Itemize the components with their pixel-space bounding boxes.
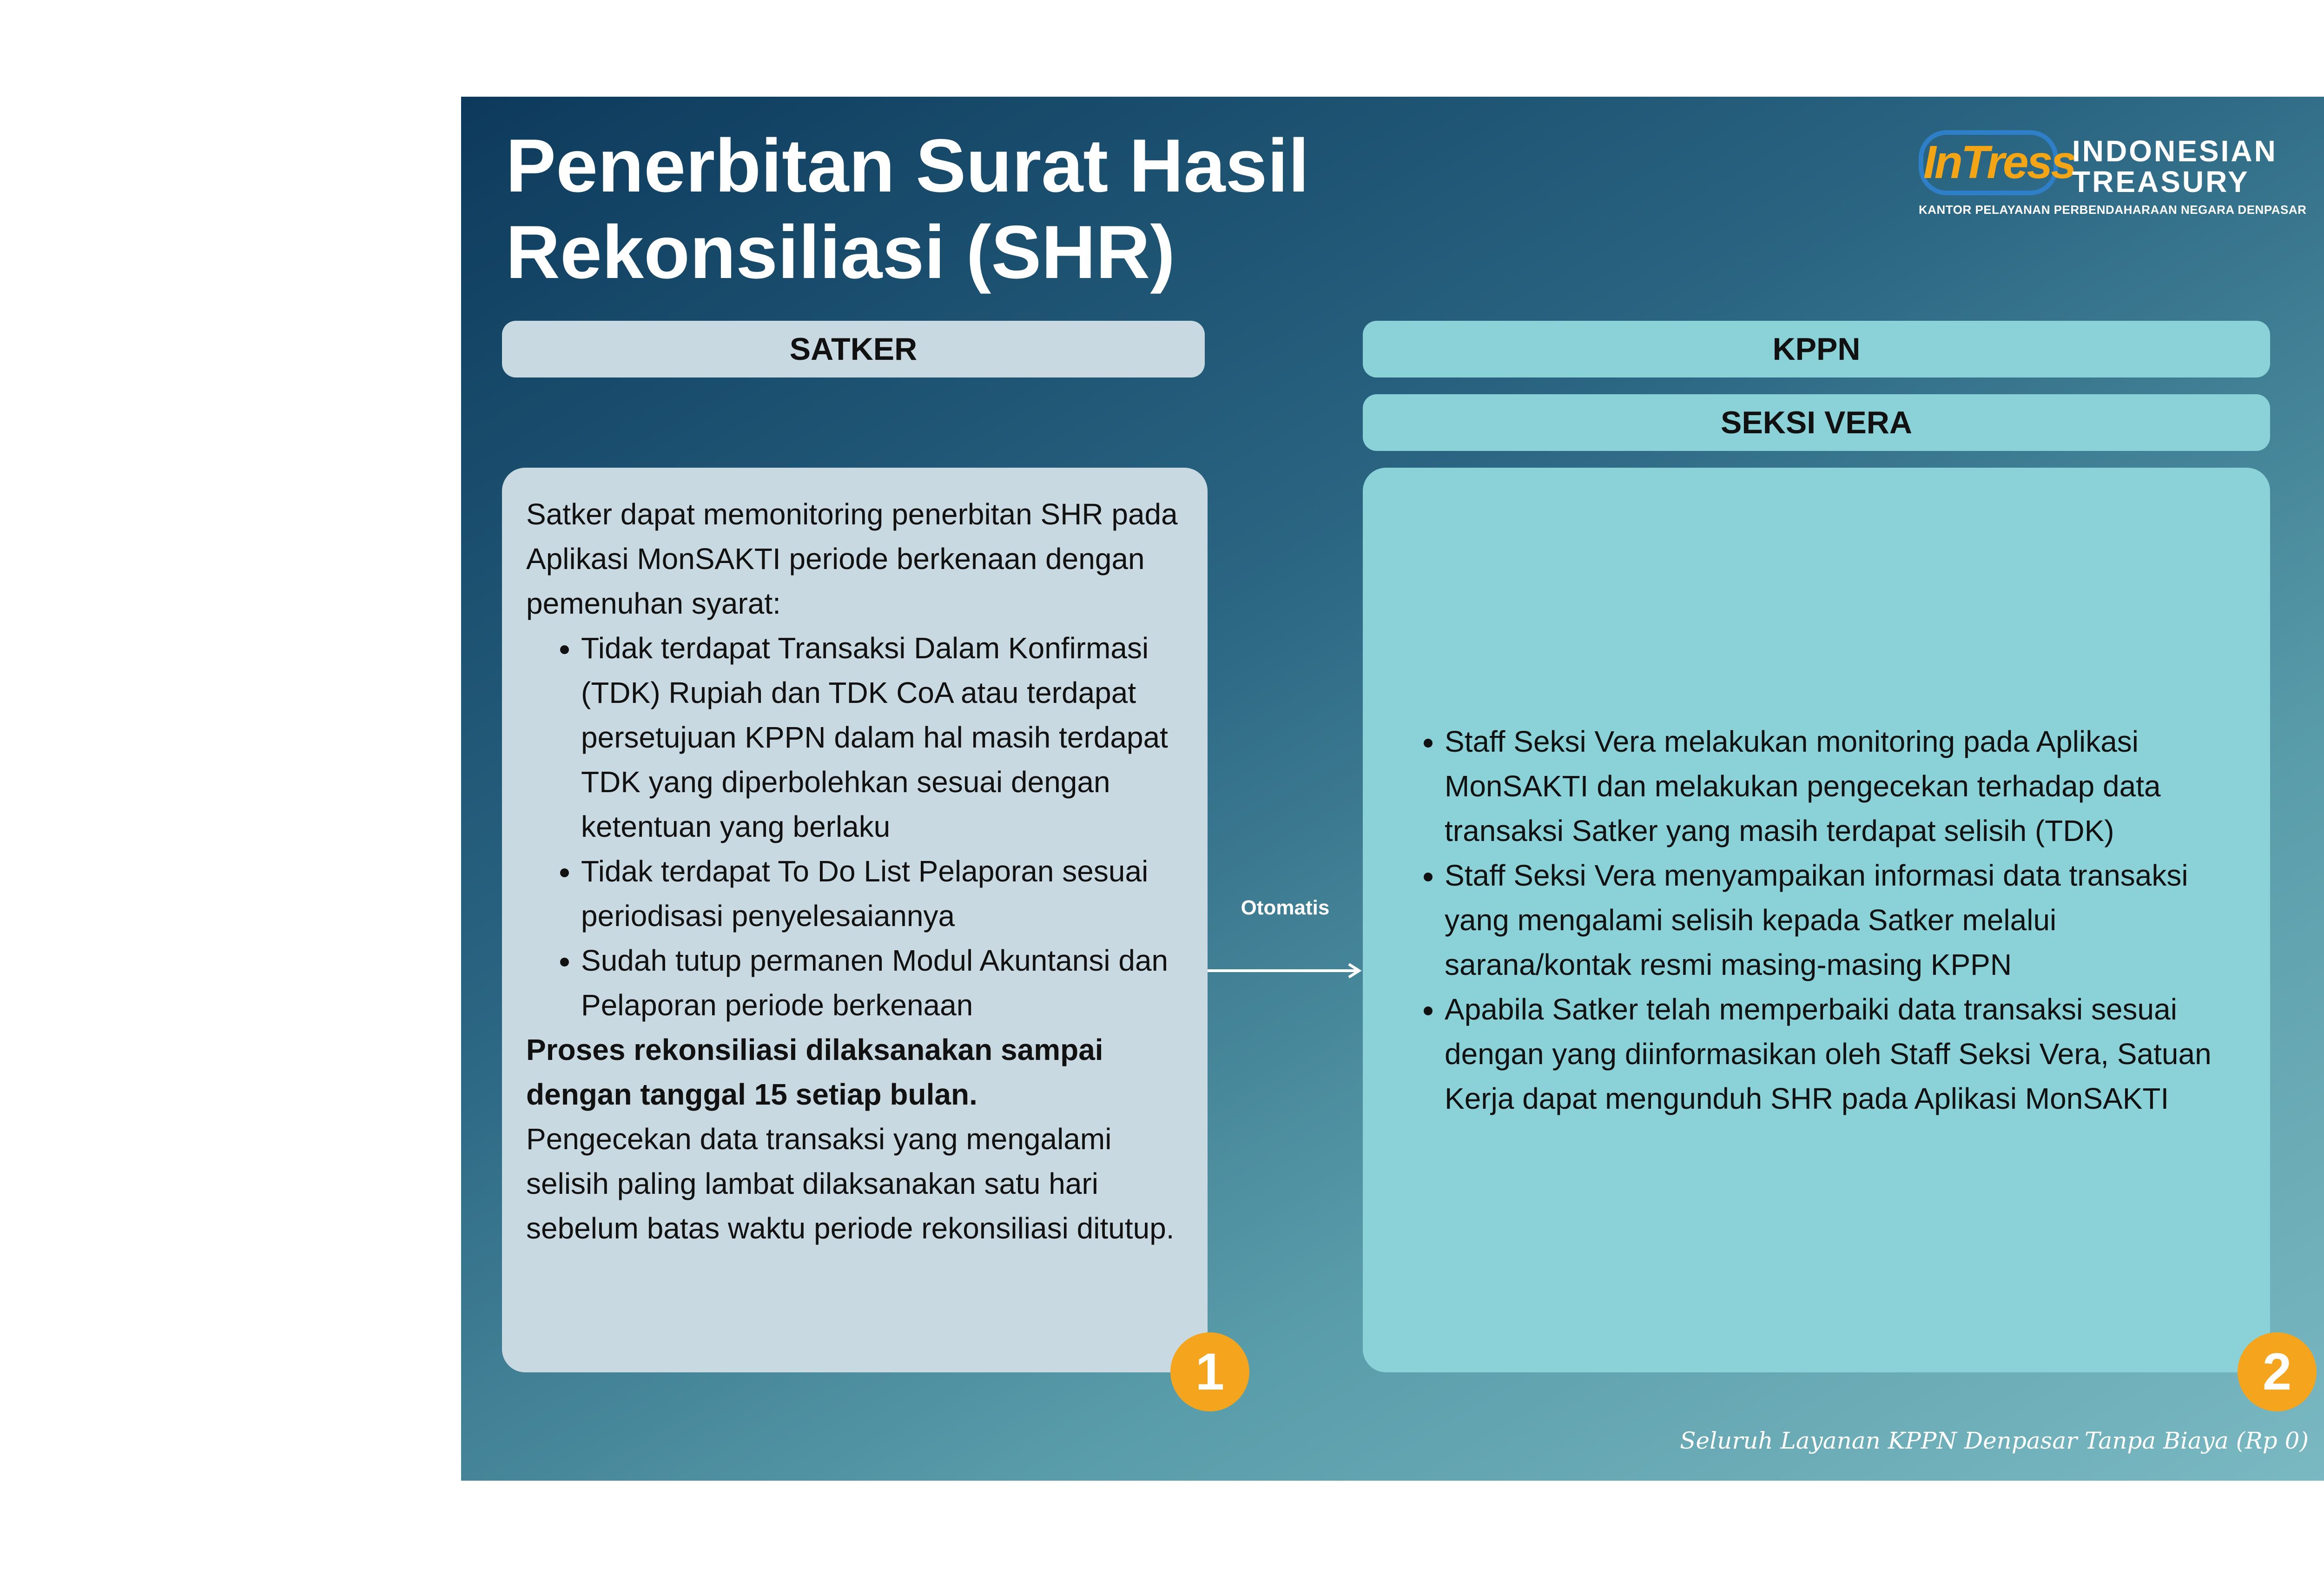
logo-name xyxy=(2072,136,2304,197)
requirement-item: • Tidak terdapat Transaksi Dalam Konfirmasi (TDK) Rupiah dan TDK CoA atau terdapat persetujuan KPPN dalam hal masih terdapat TDK yang diperbolehkan sesuai dengan ketentuan yang berlaku xyxy=(581,626,1185,849)
footer-tagline: Seluruh Layanan KPPN Denpasar Tanpa Biaya (Rp 0) xyxy=(1680,1427,2309,1454)
slide xyxy=(461,97,2324,1481)
logo-name-line-2: TREASURY xyxy=(2072,165,2250,199)
satker-header: SATKER xyxy=(502,321,1205,377)
logo-subtitle: KANTOR PELAYANAN PERBENDAHARAAN NEGARA DENPASAR xyxy=(1919,203,2307,217)
kppn-steps-list xyxy=(1391,719,2248,1121)
seksi-vera-header: SEKSI VERA xyxy=(1363,394,2270,451)
kppn-step-item: • Staff Seksi Vera melakukan monitoring pada Aplikasi MonSAKTI dan melakukan pengecekan terhadap data transaksi Satker yang masih terdapat selisih (TDK) xyxy=(1445,719,2248,853)
satker-note: Pengecekan data transaksi yang mengalami selisih paling lambat dilaksanakan satu hari sebelum batas waktu periode rekonsiliasi ditutup. xyxy=(526,1122,1175,1245)
title-line-2: Rekonsiliasi (SHR) xyxy=(506,210,1175,294)
step-badge-1: 1 xyxy=(1170,1332,1249,1411)
kppn-step-item: • Staff Seksi Vera menyampaikan informasi data transaksi yang mengalami selisih kepada Satker melalui sarana/kontak resmi masing-masing KPPN xyxy=(1445,853,2248,987)
right-arrow-icon xyxy=(1208,947,1363,994)
requirement-item: • Tidak terdapat To Do List Pelaporan sesuai periodisasi penyelesaiannya xyxy=(581,849,1185,938)
satker-panel xyxy=(502,468,1208,1372)
satker-requirements-list xyxy=(526,626,1185,1027)
intress-logo-mark: InTress xyxy=(1919,130,2058,195)
satker-intro: Satker dapat memonitoring penerbitan SHR pada Aplikasi MonSAKTI periode berkenaan dengan pemenuhan syarat: xyxy=(526,497,1178,620)
kppn-header: KPPN xyxy=(1363,321,2270,377)
kppn-step-item: • Apabila Satker telah memperbaiki data transaksi sesuai dengan yang diinformasikan oleh Staff Seksi Vera, Satuan Kerja dapat mengunduh SHR pada Aplikasi MonSAKTI xyxy=(1445,987,2248,1121)
page-title xyxy=(506,123,1435,296)
kppn-panel xyxy=(1363,468,2270,1372)
satker-deadline: Proses rekonsiliasi dilaksanakan sampai dengan tanggal 15 setiap bulan. xyxy=(526,1033,1103,1111)
title-line-1: Penerbitan Surat Hasil xyxy=(506,124,1309,208)
logo-name-line-1: INDONESIAN xyxy=(2072,134,2278,168)
arrow-label: Otomatis xyxy=(1241,896,1330,919)
step-badge-2: 2 xyxy=(2238,1332,2317,1411)
logo xyxy=(1919,130,2307,316)
requirement-item: • Sudah tutup permanen Modul Akuntansi dan Pelaporan periode berkenaan xyxy=(581,938,1185,1027)
